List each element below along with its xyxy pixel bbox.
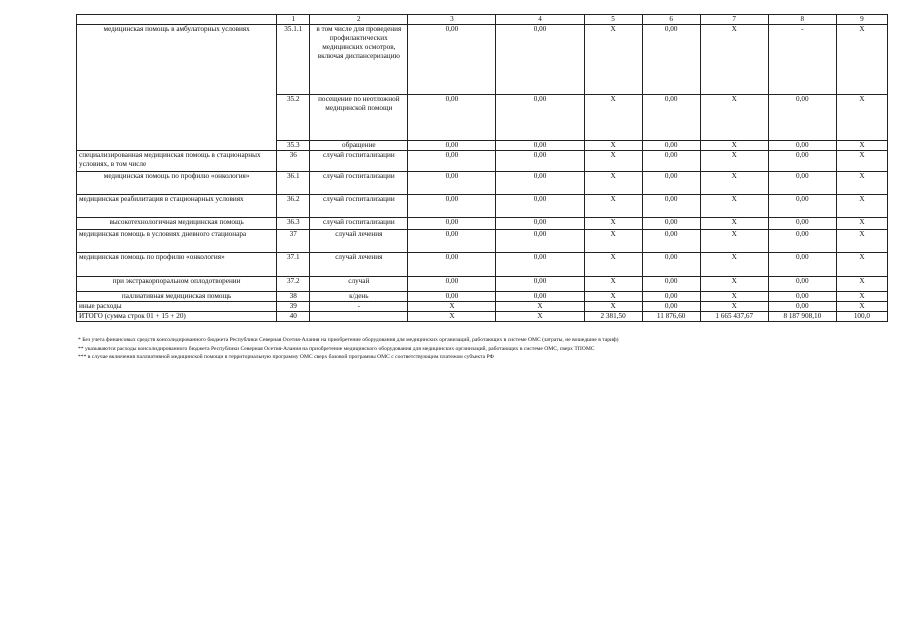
cell: 0,00 — [642, 302, 700, 312]
footnote: ** указываются расходы консолидированного бюджета Республики Северная Осетия-Алания на приобретение медицинского оборудования для медицинских организаций, работающих в системе ОМС, сверх ТПОМС — [78, 345, 595, 352]
row-code: 36.1 — [277, 172, 310, 195]
row-code: 35.3 — [277, 141, 310, 151]
cell: X — [700, 253, 768, 277]
table-row — [77, 277, 888, 292]
cell: X — [836, 253, 887, 277]
cell: X — [408, 312, 496, 322]
cell: X — [700, 230, 768, 253]
header-cell: 6 — [642, 15, 700, 25]
cell: 0,00 — [768, 277, 836, 292]
cell: X — [408, 302, 496, 312]
cell: X — [700, 151, 768, 172]
cell: 0,00 — [642, 141, 700, 151]
cell: 0,00 — [496, 151, 584, 172]
cell: X — [584, 151, 642, 172]
cell: 0,00 — [642, 95, 700, 141]
cell: X — [584, 95, 642, 141]
row-code: 35.1.1 — [277, 25, 310, 95]
cell: 0,00 — [768, 218, 836, 230]
footnotes — [78, 336, 878, 362]
row-name: медицинская реабилитация в стационарных условиях — [77, 195, 277, 218]
cell: 0,00 — [496, 172, 584, 195]
cell: X — [584, 218, 642, 230]
row-code: 36.3 — [277, 218, 310, 230]
cell: 2 381,50 — [584, 312, 642, 322]
row-unit: случай лечения — [310, 253, 408, 277]
cell: 0,00 — [642, 172, 700, 195]
cell: 0,00 — [408, 292, 496, 302]
cell: X — [836, 151, 887, 172]
row-name: высокотехнологичная медицинская помощь — [77, 218, 277, 230]
cell: X — [836, 277, 887, 292]
cell: X — [496, 312, 584, 322]
cell: - — [768, 25, 836, 95]
row-unit: обращение — [310, 141, 408, 151]
header-cell: 2 — [310, 15, 408, 25]
cell: X — [584, 195, 642, 218]
row-name: медицинская помощь по профилю «онкология» — [77, 172, 277, 195]
cell: X — [700, 195, 768, 218]
header-cell: 8 — [768, 15, 836, 25]
cell: 0,00 — [496, 141, 584, 151]
cell: X — [584, 292, 642, 302]
cell: 0,00 — [642, 25, 700, 95]
row-code: 37.1 — [277, 253, 310, 277]
header-cell — [77, 15, 277, 25]
row-name: ИТОГО (сумма строк 01 + 15 + 20) — [77, 312, 277, 322]
cell: 0,00 — [408, 95, 496, 141]
cell: 0,00 — [642, 277, 700, 292]
cost-table — [76, 14, 888, 322]
row-name: медицинская помощь в условиях дневного стационара — [77, 230, 277, 253]
cell: X — [836, 141, 887, 151]
cell: 11 876,60 — [642, 312, 700, 322]
cell: 0,00 — [496, 218, 584, 230]
cell: 0,00 — [408, 195, 496, 218]
cell: 0,00 — [642, 151, 700, 172]
row-unit: - — [310, 302, 408, 312]
header-cell: 5 — [584, 15, 642, 25]
row-code: 35.2 — [277, 95, 310, 141]
cell: 0,00 — [768, 195, 836, 218]
row-code: 37.2 — [277, 277, 310, 292]
cell: 0,00 — [496, 292, 584, 302]
cell: 8 187 908,10 — [768, 312, 836, 322]
cell: X — [836, 195, 887, 218]
header-row — [77, 15, 888, 25]
cell: 0,00 — [496, 253, 584, 277]
cell: 0,00 — [496, 25, 584, 95]
cell: 0,00 — [496, 277, 584, 292]
table-row — [77, 302, 888, 312]
cell: 0,00 — [408, 253, 496, 277]
row-unit: случай госпитализации — [310, 218, 408, 230]
cell: X — [584, 277, 642, 292]
cell: 0,00 — [408, 218, 496, 230]
row-name: медицинская помощь в амбулаторных условиях — [77, 25, 277, 151]
cell: X — [584, 302, 642, 312]
header-cell: 1 — [277, 15, 310, 25]
cell: X — [700, 302, 768, 312]
cell: 0,00 — [408, 25, 496, 95]
row-code: 40 — [277, 312, 310, 322]
cell: X — [836, 292, 887, 302]
cell: X — [836, 172, 887, 195]
cell: 0,00 — [642, 218, 700, 230]
total-row — [77, 312, 888, 322]
cell: 0,00 — [768, 172, 836, 195]
cell: 0,00 — [408, 277, 496, 292]
cell: 0,00 — [408, 141, 496, 151]
row-unit: посещение по неотложной медицинской помощи — [310, 95, 408, 141]
cell: X — [584, 230, 642, 253]
cell: 0,00 — [768, 302, 836, 312]
cell: 0,00 — [642, 230, 700, 253]
row-name: специализированная медицинская помощь в стационарных условиях, в том числе — [77, 151, 277, 172]
cell: X — [836, 95, 887, 141]
cell: X — [584, 141, 642, 151]
row-unit: случай госпитализации — [310, 151, 408, 172]
table-row — [77, 218, 888, 230]
row-unit: случай госпитализации — [310, 172, 408, 195]
row-code: 37 — [277, 230, 310, 253]
table-row — [77, 195, 888, 218]
row-code: 36.2 — [277, 195, 310, 218]
cell: X — [700, 95, 768, 141]
cell: 0,00 — [768, 253, 836, 277]
cell: 0,00 — [642, 253, 700, 277]
cell: X — [584, 253, 642, 277]
cell: 0,00 — [408, 172, 496, 195]
row-unit: случай — [310, 277, 408, 292]
cell: X — [700, 141, 768, 151]
cell: 0,00 — [642, 292, 700, 302]
row-unit: к/день — [310, 292, 408, 302]
cell: 0,00 — [768, 141, 836, 151]
row-unit: в том числе для проведения профилактических медицинских осмотров, включая диспансеризацию — [310, 25, 408, 95]
cell: X — [836, 302, 887, 312]
cell: 0,00 — [496, 95, 584, 141]
header-cell: 9 — [836, 15, 887, 25]
cell: 100,0 — [836, 312, 887, 322]
table-row — [77, 172, 888, 195]
table-row — [77, 25, 888, 95]
table-row — [77, 151, 888, 172]
cell: 0,00 — [768, 95, 836, 141]
cell: X — [836, 218, 887, 230]
cell: X — [700, 218, 768, 230]
row-name: при экстракорпоральном оплодотворении — [77, 277, 277, 292]
footnote: *** в случае включения паллиативной медицинской помощи в территориальную программу ОМС сверх базовой программы ОМС с соответствующим платежом субъекта РФ — [78, 354, 494, 361]
cell: 1 665 437,67 — [700, 312, 768, 322]
row-code: 36 — [277, 151, 310, 172]
cell: X — [700, 25, 768, 95]
row-unit: случай госпитализации — [310, 195, 408, 218]
table-row — [77, 253, 888, 277]
row-name: паллиативная медицинская помощь — [77, 292, 277, 302]
cell: X — [836, 25, 887, 95]
row-name: иные расходы — [77, 302, 277, 312]
row-code: 39 — [277, 302, 310, 312]
cell: 0,00 — [408, 230, 496, 253]
cell: 0,00 — [768, 230, 836, 253]
header-cell: 4 — [496, 15, 584, 25]
row-unit: случай лечения — [310, 230, 408, 253]
cell: 0,00 — [768, 292, 836, 302]
cell: X — [584, 172, 642, 195]
header-cell: 3 — [408, 15, 496, 25]
cell: 0,00 — [496, 195, 584, 218]
cell: X — [700, 172, 768, 195]
table-row — [77, 230, 888, 253]
cell: X — [700, 292, 768, 302]
cell: 0,00 — [768, 151, 836, 172]
header-cell: 7 — [700, 15, 768, 25]
cell: X — [584, 25, 642, 95]
cell: 0,00 — [496, 230, 584, 253]
row-unit — [310, 312, 408, 322]
row-code: 38 — [277, 292, 310, 302]
cell: 0,00 — [408, 151, 496, 172]
cell: X — [496, 302, 584, 312]
cell: X — [836, 230, 887, 253]
cell: 0,00 — [642, 195, 700, 218]
cell: X — [700, 277, 768, 292]
row-name: медицинская помощь по профилю «онкология» — [77, 253, 277, 277]
table-row — [77, 292, 888, 302]
footnote: * Без учета финансовых средств консолидированного бюджета Республики Северная Осетия-Алания на приобретение оборудования для медицинских организаций, работающих в системе ОМС (затраты, не вошедшие в тариф) — [78, 337, 619, 343]
